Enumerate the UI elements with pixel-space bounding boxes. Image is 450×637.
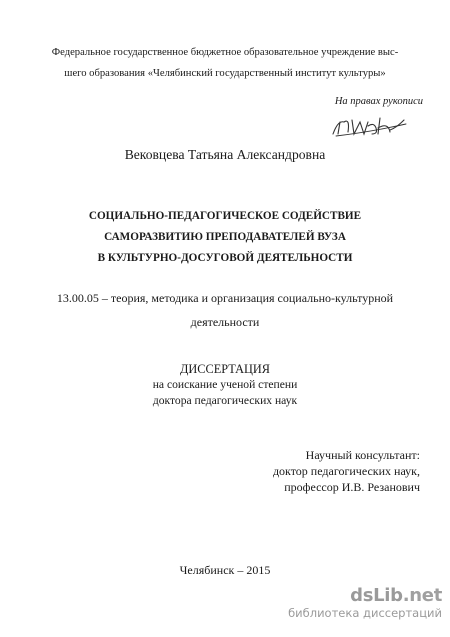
consultant-degree: доктор педагогических наук, (272, 464, 420, 478)
dissertation-label: ДИССЕРТАЦИЯ (180, 362, 270, 376)
consultant-label: Научный консультант: (305, 448, 420, 462)
institution-name (0, 42, 450, 84)
scientific-consultant (273, 447, 420, 495)
institution-line-1: Федеральное государственное бюджетное образовательное учреждение выс- (51, 47, 399, 58)
degree-sought (0, 377, 450, 409)
specialty (0, 286, 450, 334)
dslib-watermark (288, 586, 442, 620)
title-line-1: СОЦИАЛЬНО-ПЕДАГОГИЧЕСКОЕ СОДЕЙСТВИЕ (88, 210, 362, 222)
dslib-logo (288, 586, 442, 606)
degree-line-2: доктора педагогических наук (152, 394, 298, 407)
city-year: Челябинск – 2015 (179, 563, 271, 577)
degree-line-1: на соискание ученой степени (152, 378, 298, 391)
specialty-line-1: 13.00.05 – теория, методика и организация социально-культурной (56, 291, 394, 305)
author-name: Вековцева Татьяна Александровна (124, 147, 326, 162)
author-signature (330, 112, 410, 140)
rights-note: На правах рукописи (334, 96, 423, 107)
logo-main: dsLib (350, 585, 403, 606)
institution-line-2: шего образования «Челябинский государственный институт культуры» (64, 68, 386, 79)
title-line-2: САМОРАЗВИТИЮ ПРЕПОДАВАТЕЛЕЙ ВУЗА (104, 231, 346, 243)
logo-tld: .net (402, 585, 442, 606)
title-line-3: В КУЛЬТУРНО-ДОСУГОВОЙ ДЕЯТЕЛЬНОСТИ (97, 252, 353, 264)
specialty-line-2: деятельности (190, 315, 260, 329)
watermark-tagline: библиотека диссертаций (288, 606, 442, 620)
dissertation-title (0, 206, 450, 269)
consultant-name: профессор И.В. Резанович (284, 480, 420, 494)
